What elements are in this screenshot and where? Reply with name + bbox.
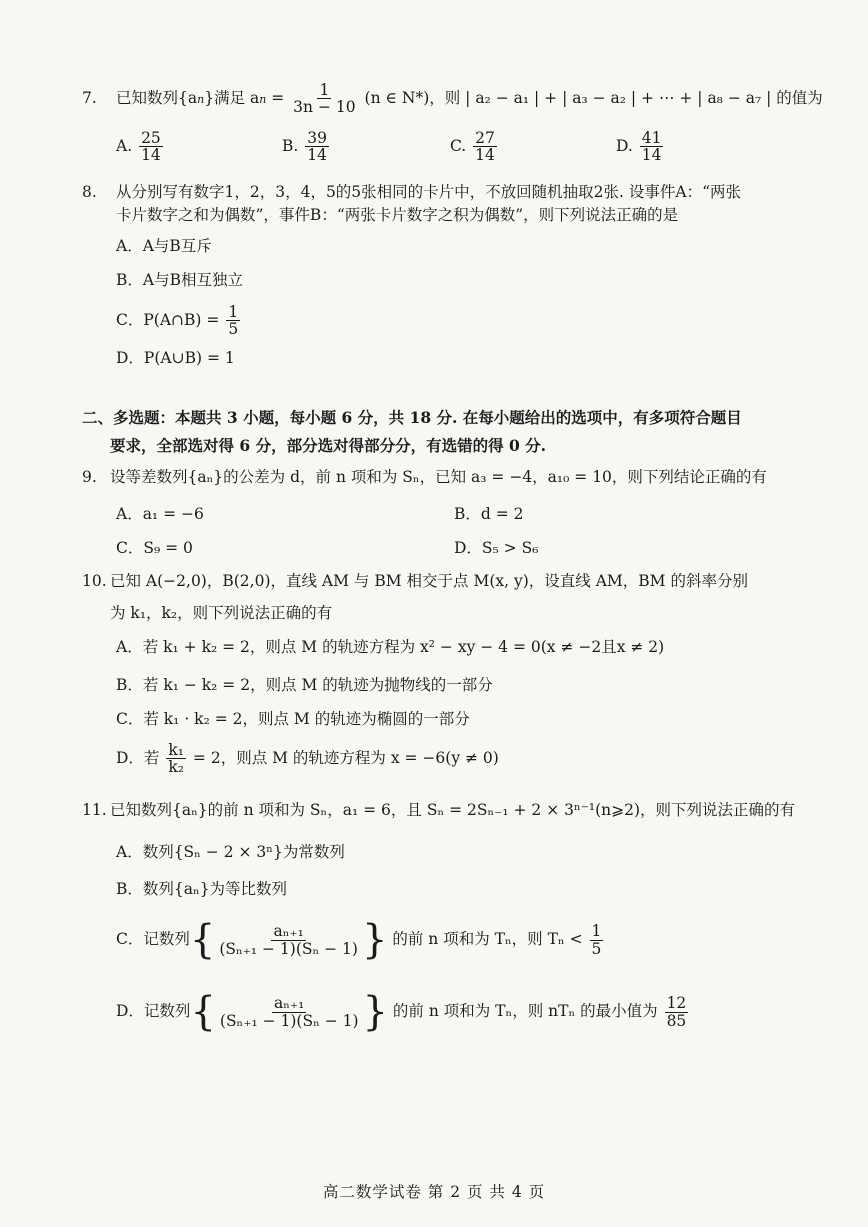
question-10 [82, 572, 748, 591]
fraction [139, 130, 163, 164]
denominator: 3n − 10 [293, 98, 356, 117]
numerator: 1 [319, 81, 330, 99]
denominator: k₂ [168, 758, 184, 777]
question-number: 11. [82, 801, 107, 819]
fraction [217, 923, 360, 957]
page-footer: 高二数学试卷 第 2 页 共 4 页 [322, 1183, 546, 1201]
option-a: A．A与B互斥 [116, 237, 212, 255]
question-text: 已知 A(−2,0)，B(2,0)，直线 AM 与 BM 相交于点 M(x, y)，设直线 AM，BM 的斜率分别 [110, 572, 748, 590]
option-a: A．a₁ = −6 [116, 505, 204, 523]
question-11 [82, 801, 795, 820]
fraction [640, 130, 664, 164]
question-text: 已知数列{a [116, 88, 198, 107]
numerator: 1 [228, 303, 239, 321]
numerator: aₙ₊₁ [274, 994, 305, 1013]
question-9 [82, 468, 767, 487]
option-text: = 2，则点 M 的轨迹方程为 x = −6(y ≠ 0) [192, 748, 499, 767]
option-b [282, 130, 331, 164]
option-d: D．S₅ > S₆ [454, 539, 539, 557]
question-text: 设等差数列{aₙ}的公差为 d，前 n 项和为 Sₙ，已知 a₃ = −4，a₁₀ = 10，则下列结论正确的有 [110, 468, 767, 486]
question-text: 从分别写有数字1，2，3，4，5的5张相同的卡片中，不放回随机抽取2张. 设事件A：“两张 [116, 183, 742, 201]
denominator: 5 [228, 320, 239, 339]
option-label: C. [450, 136, 467, 155]
right-brace: } [361, 917, 388, 963]
option-a [116, 130, 165, 164]
denominator: (Sₙ₊₁ − 1)(Sₙ − 1) [219, 1011, 359, 1030]
denominator: 14 [641, 146, 662, 165]
question-text: 已知数列{aₙ}的前 n 项和为 Sₙ，a₁ = 6，且 Sₙ = 2Sₙ₋₁ + 2 × 3ⁿ⁻¹(n⩾2)，则下列说法正确的有 [110, 801, 796, 819]
option-b: B．d = 2 [454, 505, 524, 523]
fraction [166, 742, 186, 776]
option-label: D. [616, 136, 633, 155]
question-number: 9. [82, 468, 97, 486]
option-d [116, 742, 499, 776]
denominator: 14 [307, 146, 327, 165]
question-7: 7. 已知数列{an}满足 an = $\frac{1}{3n - 10}$ (n ∈ N*)，则 | a₂ − a₁ | + | a₃ − a₂ | + ⋯ + | a₈ − a₇ | 的值为 [82, 81, 823, 117]
option-d [116, 989, 690, 1035]
numerator: 27 [475, 129, 495, 147]
question-text: }满足 a [204, 88, 260, 107]
fraction [305, 130, 329, 164]
denominator: (Sₙ₊₁ − 1)(Sₙ − 1) [219, 939, 358, 958]
option-a: A．数列{Sₙ − 2 × 3ⁿ}为常数列 [116, 843, 345, 861]
fraction [473, 130, 497, 164]
option-text: C．记数列 [116, 930, 190, 948]
left-brace: { [190, 989, 216, 1035]
option-b: B．A与B相互独立 [116, 271, 243, 289]
question-number: 10. [82, 572, 107, 590]
question-text-line2: 卡片数字之和为偶数”，事件B：“两张卡片数字之积为偶数”，则下列说法正确的是 [116, 206, 679, 224]
option-label: A. [116, 136, 133, 155]
fraction [665, 995, 689, 1029]
option-b: B．数列{aₙ}为等比数列 [116, 880, 288, 898]
denominator: 14 [475, 146, 495, 165]
option-c [450, 130, 499, 164]
option-d: D．P(A∪B) = 1 [116, 349, 235, 367]
numerator: 39 [307, 129, 327, 147]
option-c [116, 917, 605, 963]
question-number: 8. [82, 183, 97, 201]
option-b: B．若 k₁ − k₂ = 2，则点 M 的轨迹为抛物线的一部分 [116, 676, 493, 694]
numerator: 41 [641, 129, 662, 147]
denominator: 5 [591, 939, 602, 958]
option-text: 的前 n 项和为 Tₙ，则 nTₙ 的最小值为 [392, 1002, 658, 1020]
question-number: 7. [82, 88, 97, 107]
denominator: 85 [666, 1011, 687, 1030]
fraction [218, 995, 361, 1029]
option-c: C．S₉ = 0 [116, 539, 193, 557]
right-brace: } [362, 989, 388, 1035]
numerator: aₙ₊₁ [273, 922, 304, 941]
question-text-line2: 为 k₁，k₂，则下列说法正确的有 [110, 604, 333, 622]
option-label: B. [282, 136, 299, 155]
question-condition: (n ∈ N*)，则 | a₂ − a₁ | + | a₃ − a₂ | + ⋯ + | a₈ − a₇ | 的值为 [364, 88, 823, 107]
left-brace: { [189, 917, 216, 963]
section-heading: 二、多选题：本题共 3 小题，每小题 6 分，共 18 分. 在每小题给出的选项中，有多项符合题目 [82, 408, 742, 427]
numerator: 12 [666, 994, 687, 1013]
option-a: A．若 k₁ + k₂ = 2，则点 M 的轨迹方程为 x² − xy − 4 = 0(x ≠ −2且x ≠ 2) [116, 638, 665, 656]
option-text: D．若 [116, 748, 160, 767]
denominator: 14 [141, 146, 161, 165]
option-c [116, 304, 242, 338]
numerator: k₁ [168, 741, 184, 759]
numerator: 25 [141, 129, 161, 147]
option-text: 的前 n 项和为 Tₙ，则 Tₙ < [392, 930, 583, 948]
fraction [226, 304, 240, 338]
option-text: D．记数列 [116, 1002, 191, 1020]
question-8 [82, 183, 741, 202]
option-c: C．若 k₁ · k₂ = 2，则点 M 的轨迹为椭圆的一部分 [116, 710, 470, 728]
section-heading-line2: 要求，全部选对得 6 分，部分选对得部分分，有选错的得 0 分. [110, 436, 547, 455]
option-text: C．P(A∩B) = [116, 310, 220, 329]
option-d [616, 130, 665, 164]
numerator: 1 [591, 922, 602, 941]
fraction [291, 82, 357, 116]
fraction [590, 923, 604, 957]
